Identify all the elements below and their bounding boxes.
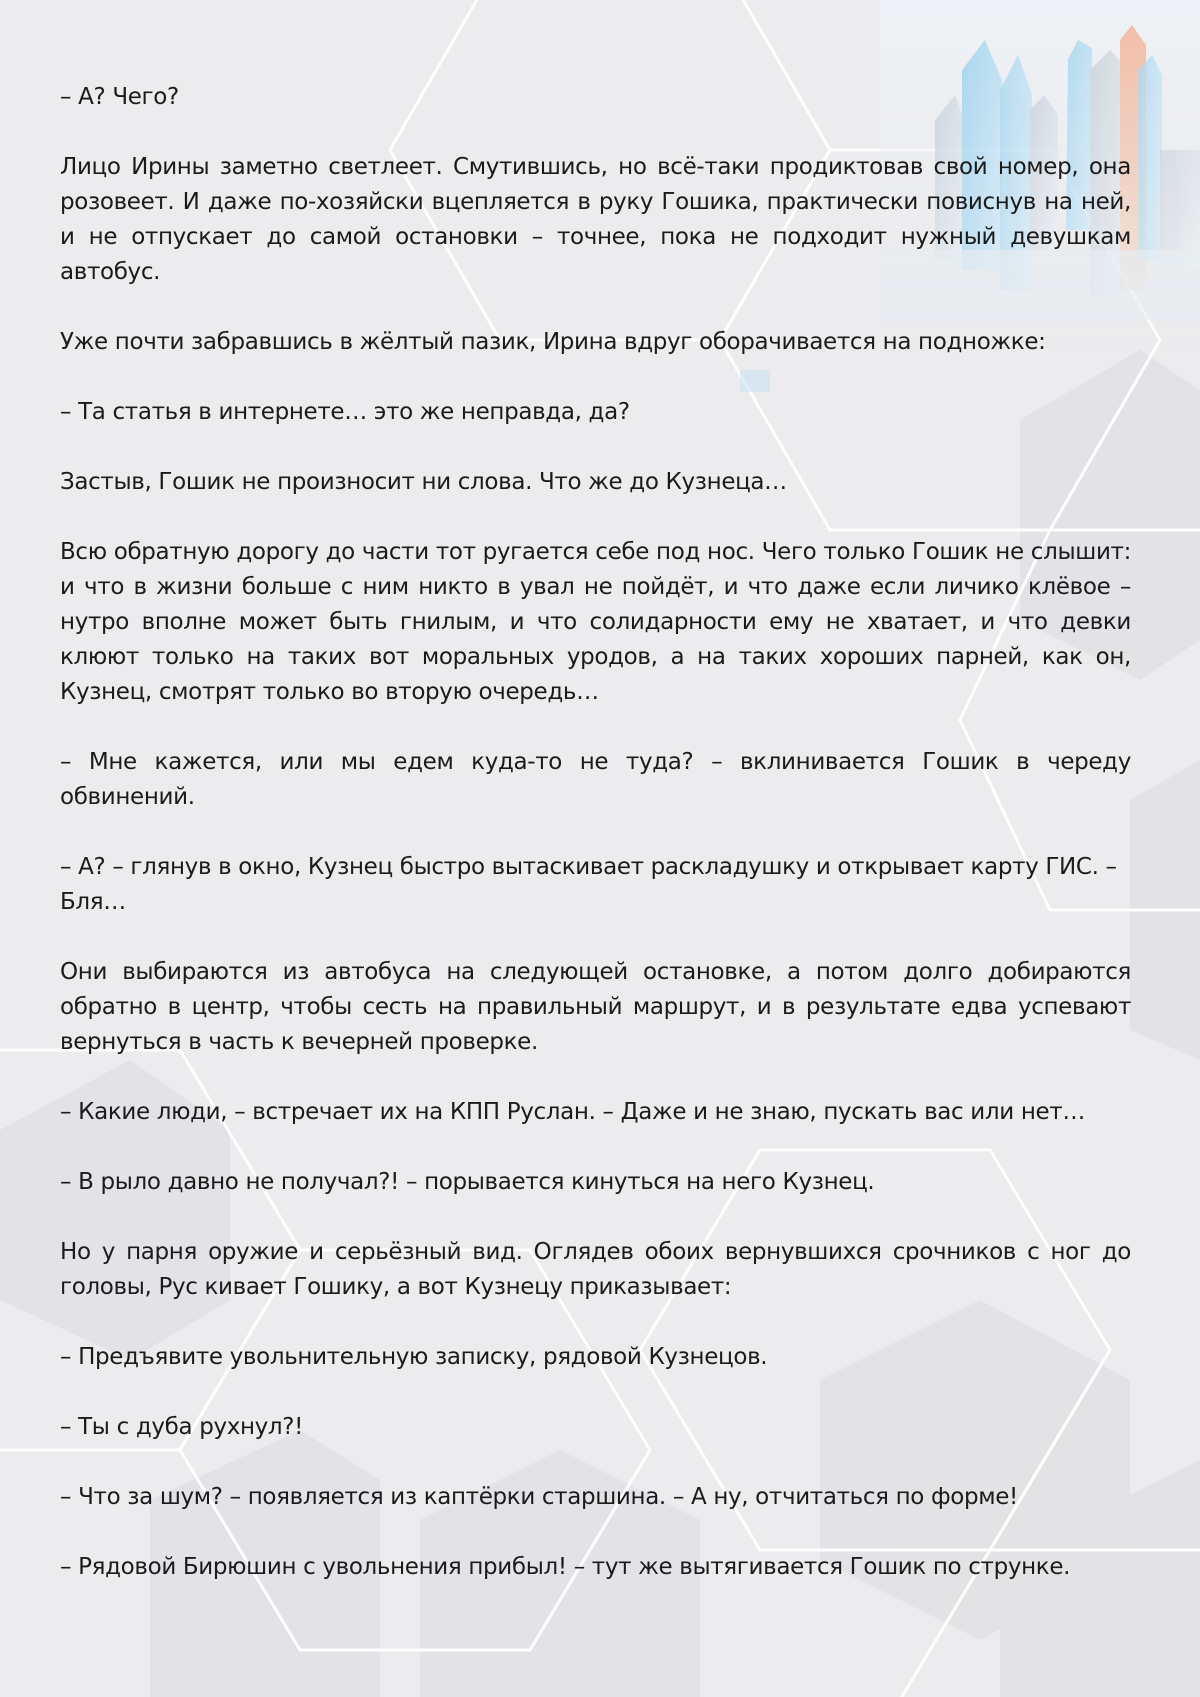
narration-paragraph: Всю обратную дорогу до части тот ругается себе под нос. Чего только Гошик не слышит: и что в жизни больше с ним никто в увал не пойдёт, и что даже если личико клёвое – нутро вполне может быть гнилым, и что солидарности ему не хватает, и что девки клюют только на таких вот моральных уродов, а на таких хороших парней, как он, Кузнец, смотрят только во вторую очередь…	[60, 539, 1131, 705]
narration-paragraph: Уже почти забравшись в жёлтый пазик, Ирина вдруг оборачивается на подножке:	[60, 329, 1046, 355]
dialogue-line: – Ты с дуба рухнул?!	[60, 1414, 303, 1440]
dialogue-line: – Та статья в интернете… это же неправда, да?	[60, 399, 630, 425]
page-text	[60, 80, 1131, 1620]
dialogue-line: – Что за шум? – появляется из каптёрки старшина. – А ну, отчитаться по форме!	[60, 1484, 1018, 1510]
dialogue-line: – Какие люди, – встречает их на КПП Руслан. – Даже и не знаю, пускать вас или нет…	[60, 1099, 1085, 1125]
narration-paragraph: Но у парня оружие и серьёзный вид. Оглядев обоих вернувшихся срочников с ног до головы, Рус кивает Гошику, а вот Кузнецу приказывает:	[60, 1239, 1131, 1300]
dialogue-line: – В рыло давно не получал?! – порывается кинуться на него Кузнец.	[60, 1169, 875, 1195]
dialogue-line: – Предъявите увольнительную записку, рядовой Кузнецов.	[60, 1344, 768, 1370]
narration-paragraph: Они выбираются из автобуса на следующей остановке, а потом долго добираются обратно в центр, чтобы сесть на правильный маршрут, и в результате едва успевают вернуться в часть к вечерней проверке.	[60, 959, 1131, 1055]
narration-paragraph: Застыв, Гошик не произносит ни слова. Что же до Кузнеца…	[60, 469, 787, 495]
narration-paragraph: Лицо Ирины заметно светлеет. Смутившись, но всё-таки продиктовав свой номер, она розовеет. И даже по-хозяйски вцепляется в руку Гошика, практически повиснув на ней, и не отпускает до самой остановки – точнее, пока не подходит нужный девушкам автобус.	[60, 154, 1131, 285]
dialogue-line: – А? Чего?	[60, 84, 179, 110]
dialogue-line: – Рядовой Бирюшин с увольнения прибыл! – тут же вытягивается Гошик по струнке.	[60, 1554, 1071, 1580]
dialogue-line: – Мне кажется, или мы едем куда-то не туда? – вклинивается Гошик в череду обвинений.	[60, 749, 1131, 810]
dialogue-line: – А? – глянув в окно, Кузнец быстро вытаскивает раскладушку и открывает карту ГИС. – Бля…	[60, 854, 1117, 915]
